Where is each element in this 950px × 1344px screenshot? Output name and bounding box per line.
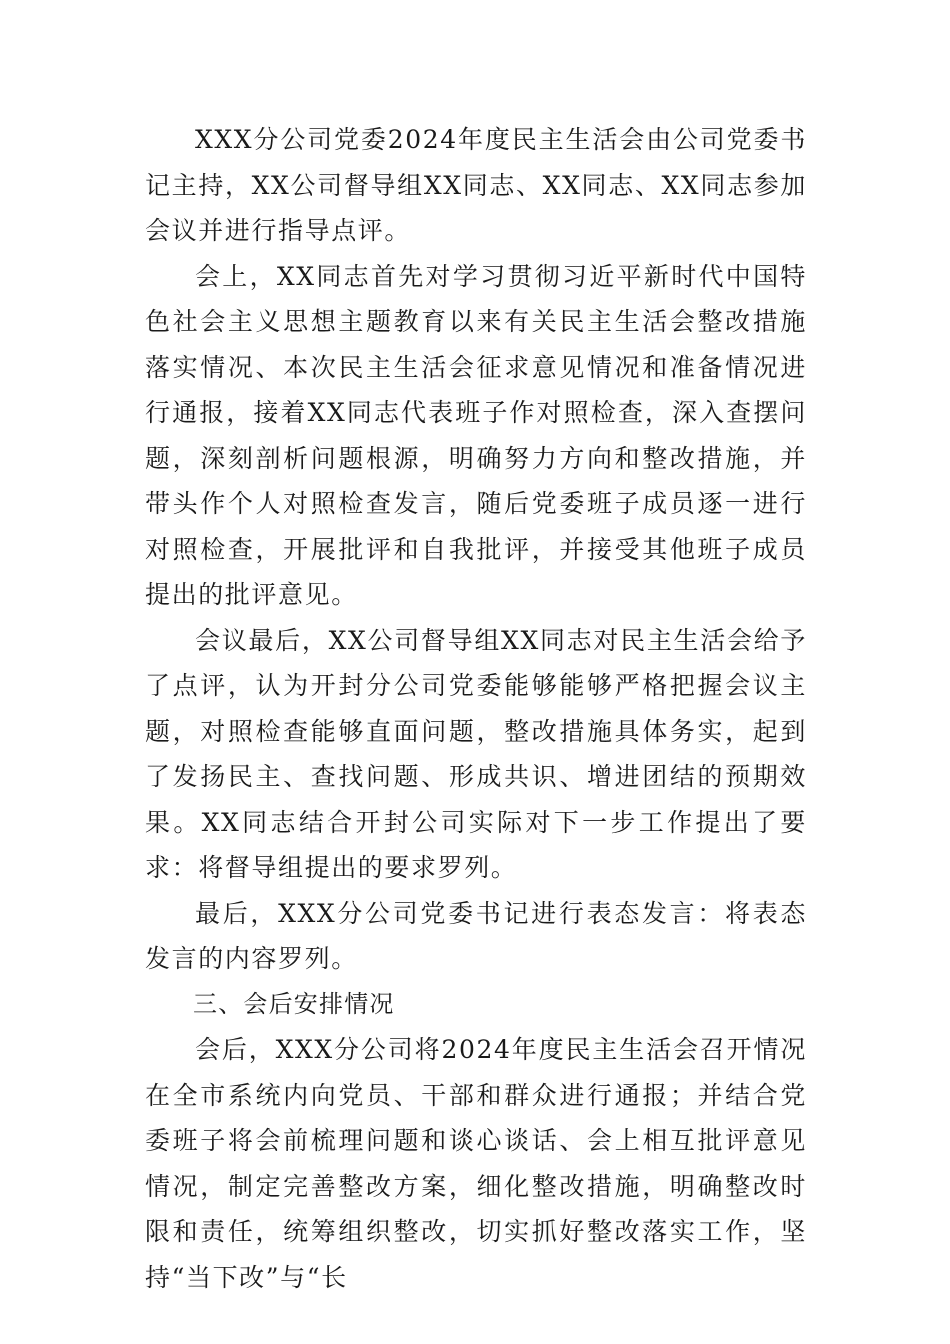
section-heading: 三、会后安排情况 bbox=[193, 989, 395, 1018]
paragraph-secretary-statement: 最后，XXX分公司党委书记进行表态发言：将表态发言的内容罗列。 bbox=[145, 898, 807, 973]
document-body bbox=[145, 117, 807, 1300]
paragraph-post-meeting: 会后，XXX分公司将2024年度民主生活会召开情况在全市系统内向党员、干部和群众进行通报；并结合党委班子将会前梳理问题和谈心谈话、会上相互批评意见情况，制定完善整改方案，细化整改措施，明确整改时限和责任，统筹组织整改，切实抓好整改落实工作，坚持“当下改”与“长 bbox=[145, 1035, 807, 1292]
paragraph-meeting-host: XXX分公司党委2024年度民主生活会由公司党委书记主持，XX公司督导组XX同志、XX同志、XX同志参加会议并进行指导点评。 bbox=[145, 125, 807, 245]
paragraph-supervisor-review: 会议最后，XX公司督导组XX同志对民主生活会给予了点评，认为开封分公司党委能够能够严格把握会议主题，对照检查能够直面问题，整改措施具体务实，起到了发扬民主、查找问题、形成共识、增进团结的预期效果。XX同志结合开封公司实际对下一步工作提出了要求：将督导组提出的要求罗列。 bbox=[145, 625, 807, 882]
paragraph-meeting-proceedings: 会上，XX同志首先对学习贯彻习近平新时代中国特色社会主义思想主题教育以来有关民主生活会整改措施落实情况、本次民主生活会征求意见情况和准备情况进行通报，接着XX同志代表班子作对照检查，深入查摆问题，深刻剖析问题根源，明确努力方向和整改措施，并带头作个人对照检查发言，随后党委班子成员逐一进行对照检查，开展批评和自我批评，并接受其他班子成员提出的批评意见。 bbox=[145, 261, 807, 609]
